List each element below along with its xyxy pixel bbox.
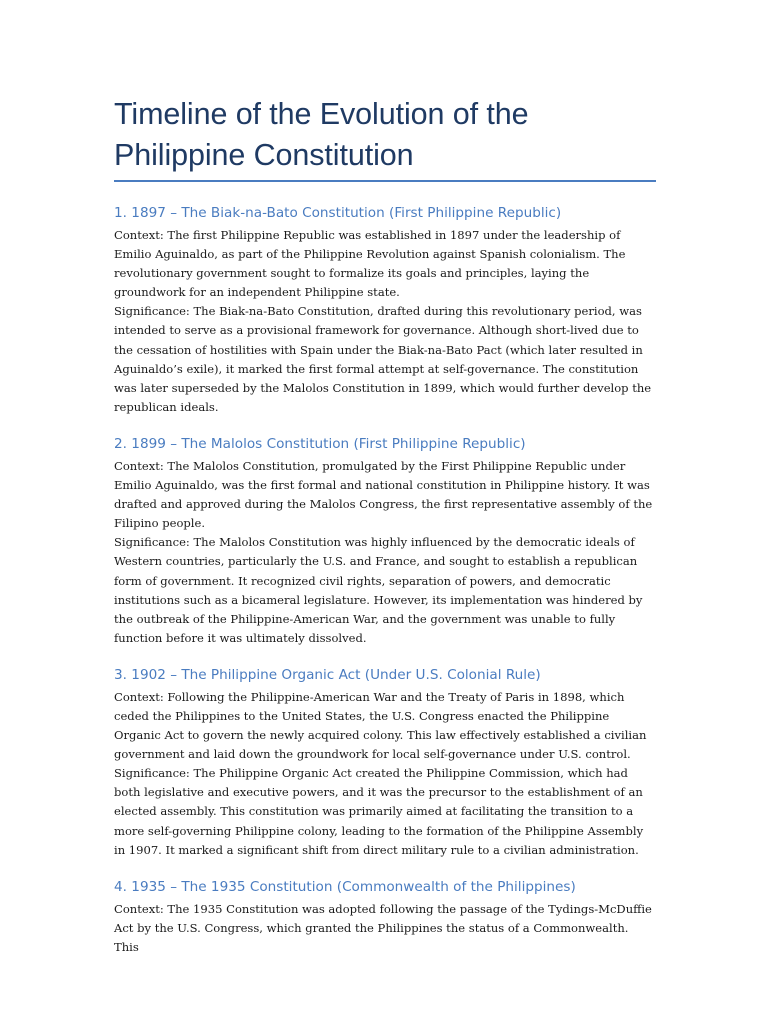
- section-significance: Significance: The Biak-na-Bato Constitution, drafted during this revolutionary period, was intended to serve as a provisional framework for governance. Although short-lived due to the cessation of hostilities with Spain under the Biak-na-Bato Pact (which later resulted in Aguinaldo’s exile), it marked the first formal attempt at self-governance. The constitution was later superseded by the Malolos Constitution in 1899, which would further develop the republican ideals.: [114, 304, 652, 414]
- section-significance: Significance: The Philippine Organic Act created the Philippine Commission, which had both legislative and executive powers, and it was the precursor to the establishment of an elected assembly. This constitution was primarily aimed at facilitating the transition to a more self-governing Philippine colony, leading to the formation of the Philippine Assembly in 1907. It marked a significant shift from direct military rule to a civilian administration.: [114, 766, 644, 857]
- section-context: Context: Following the Philippine-American War and the Treaty of Paris in 1898, which ceded the Philippines to the United States, the U.S. Congress enacted the Philippine Organic Act to govern the newly acquired colony. This law effectively established a civilian government and laid down the groundwork for local self-governance under U.S. control.: [114, 689, 647, 762]
- section-context: Context: The 1935 Constitution was adopted following the passage of the Tydings-McDuffie Act by the U.S. Congress, which granted the Philippines the status of a Commonwealth. This: [114, 901, 652, 954]
- section-1899: [114, 435, 656, 648]
- section-1935: [114, 878, 656, 957]
- section-1902: [114, 666, 656, 860]
- document-title: [114, 94, 656, 180]
- section-significance: Significance: The Malolos Constitution was highly influenced by the democratic ideals of Western countries, particularly the U.S. and France, and sought to establish a republican form of government. It recognized civil rights, separation of powers, and democratic institutions such as a bicameral legislature. However, its implementation was hindered by the outbreak of the Philippine-American War, and the government was unable to fully function before it was ultimately dissolved.: [114, 535, 643, 645]
- section-1897: [114, 204, 656, 417]
- section-heading: 4. 1935 – The 1935 Constitution (Commonwealth of the Philippines): [114, 878, 576, 895]
- section-context: Context: The first Philippine Republic was established in 1897 under the leadership of Emilio Aguinaldo, as part of the Philippine Revolution against Spanish colonialism. The revolutionary government sought to formalize its goals and principles, laying the groundwork for an independent Philippine state.: [114, 228, 626, 300]
- document-content: [114, 94, 656, 975]
- section-context: Context: The Malolos Constitution, promulgated by the First Philippine Republic under Emilio Aguinaldo, was the first formal and national constitution in Philippine history. It was drafted and approved during the Malolos Congress, the first representative assembly of the Filipino people.: [114, 458, 653, 531]
- title-underline-rule: [114, 180, 656, 182]
- section-heading: 1. 1897 – The Biak-na-Bato Constitution (First Philippine Republic): [114, 205, 562, 221]
- section-heading: 3. 1902 – The Philippine Organic Act (Under U.S. Colonial Rule): [114, 666, 541, 683]
- section-heading: 2. 1899 – The Malolos Constitution (First Philippine Republic): [114, 435, 526, 452]
- document-title-line-1: Timeline of the Evolution of the: [114, 97, 529, 131]
- document-title-line-2: Philippine Constitution: [114, 138, 414, 172]
